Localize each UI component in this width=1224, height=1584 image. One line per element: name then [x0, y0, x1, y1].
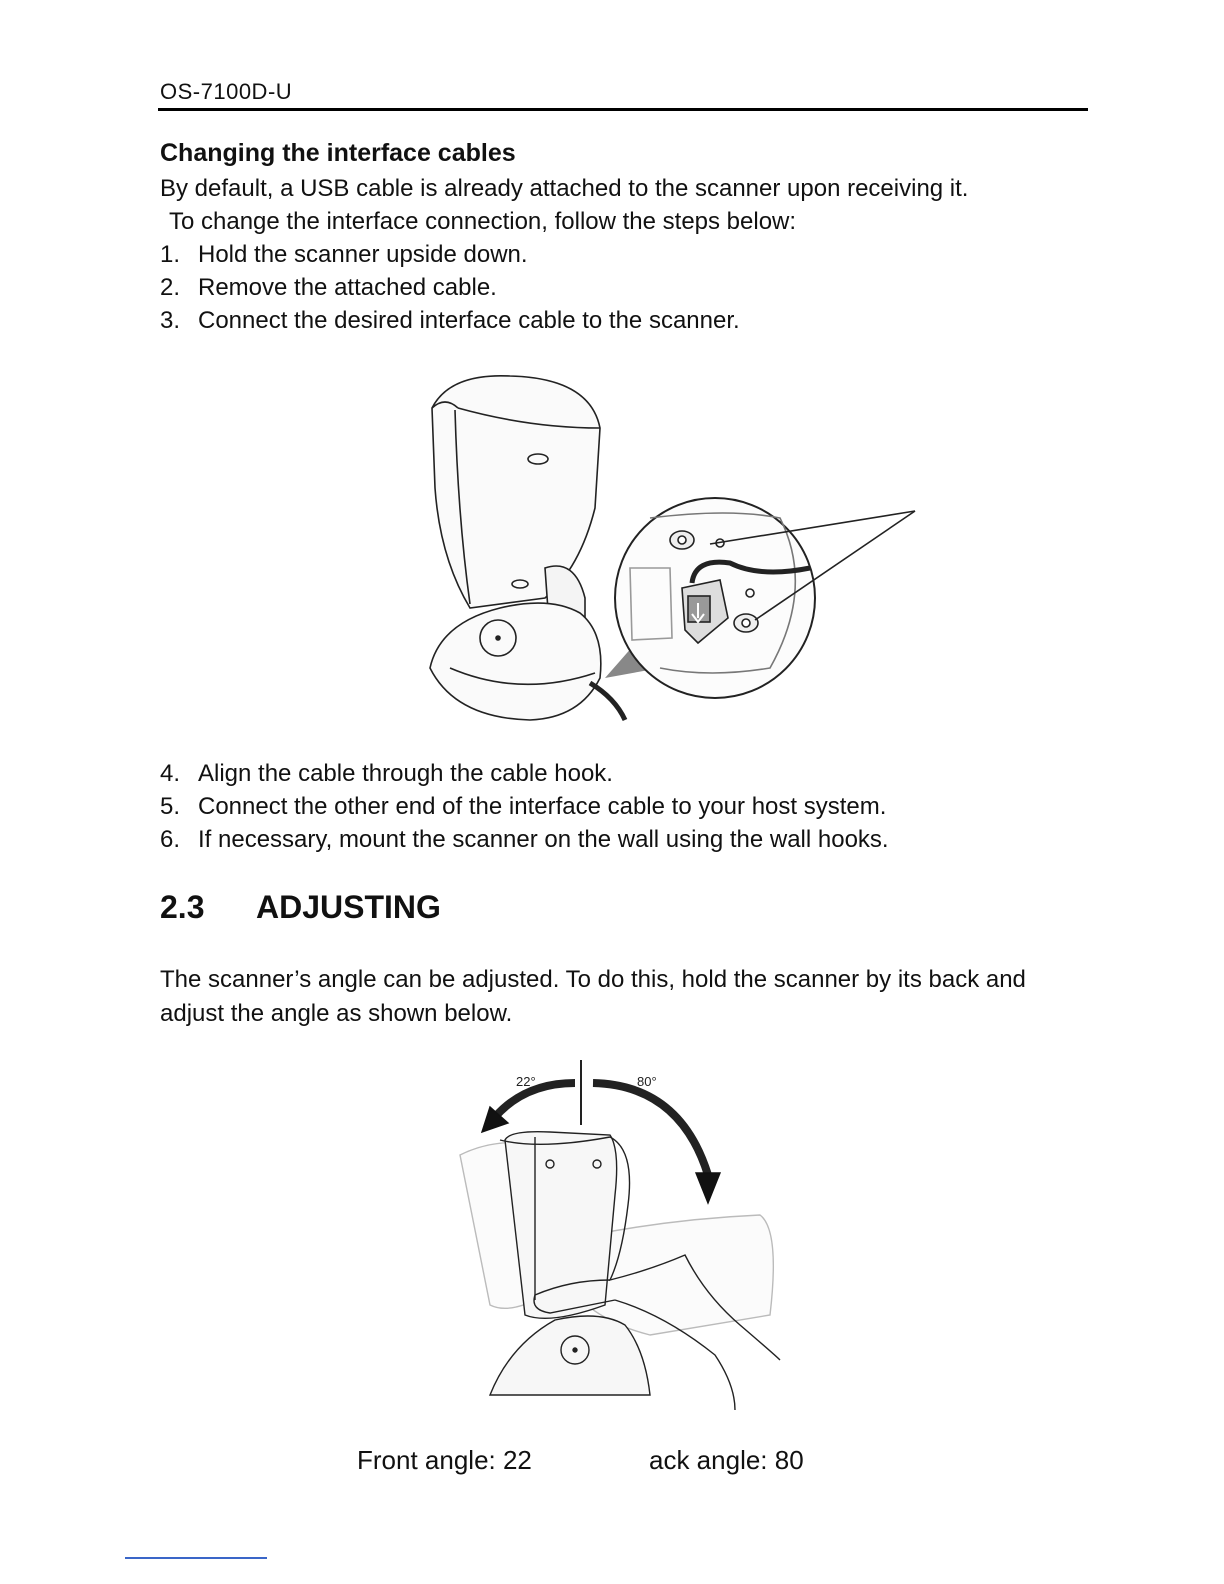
step-item: [160, 757, 613, 790]
step-text: Connect the other end of the interface cable to your host system.: [198, 793, 887, 820]
step-number: 2.: [160, 274, 181, 301]
step-item: [160, 790, 886, 823]
step-number: 6.: [160, 826, 181, 853]
section-number: 2.3: [160, 889, 205, 925]
scanner-angle-illustration: [450, 1055, 810, 1425]
step-item: [160, 271, 497, 304]
header-model: OS-7100D-U: [160, 79, 293, 104]
step-text: If necessary, mount the scanner on the wall using the wall hooks.: [198, 826, 889, 853]
header-rule: [158, 108, 1088, 111]
section-title-text: ADJUSTING: [256, 889, 441, 925]
step-number: 3.: [160, 307, 181, 334]
step-item: [160, 238, 528, 271]
caption-back-angle: ack angle: 80: [649, 1445, 804, 1475]
step-text: Hold the scanner upside down.: [198, 241, 528, 268]
step-number: 5.: [160, 793, 181, 820]
section-heading: Changing the interface cables: [160, 139, 516, 167]
intro-paragraph-1: By default, a USB cable is already attached to the scanner upon receiving it.: [160, 175, 969, 202]
footer-link-underline[interactable]: [125, 1557, 267, 1559]
step-item: [160, 304, 740, 337]
caption-front-angle: Front angle: 22: [357, 1445, 532, 1475]
angle-label-back: 80°: [637, 1074, 657, 1089]
angle-label-front: 22°: [516, 1074, 536, 1089]
step-number: 1.: [160, 241, 181, 268]
step-text: Remove the attached cable.: [198, 274, 497, 301]
scanner-cable-illustration: [410, 368, 930, 728]
step-text: Connect the desired interface cable to the scanner.: [198, 307, 740, 334]
step-text: Align the cable through the cable hook.: [198, 760, 613, 787]
step-item: [160, 823, 889, 856]
intro-paragraph-2: To change the interface connection, follow the steps below:: [169, 208, 797, 235]
section-title: [160, 889, 441, 926]
step-number: 4.: [160, 760, 181, 787]
adjusting-paragraph: The scanner’s angle can be adjusted. To do this, hold the scanner by its back and adjust the angle as shown below.: [160, 966, 1026, 1027]
